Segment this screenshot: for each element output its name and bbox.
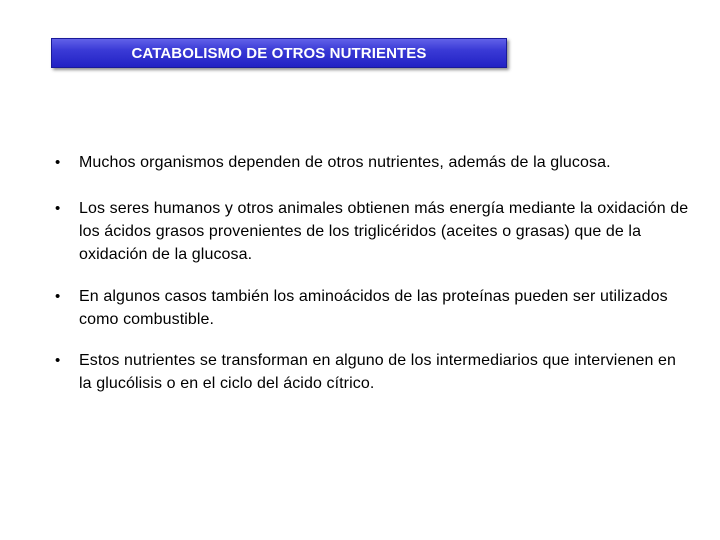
bullet-text: Los seres humanos y otros animales obtienen más energía mediante la oxidación de los ácidos grasos provenientes de los triglicéridos (aceites o grasas) que de la oxidación de la glucosa. [79,200,689,263]
bullet-text: Muchos organismos dependen de otros nutrientes, además de la glucosa. [79,154,611,171]
bullet-marker: • [55,154,61,171]
bullet-text: Estos nutrientes se transforman en alguno de los intermediarios que intervienen en la glucólisis o en el ciclo del ácido cítrico. [79,352,676,392]
bullet-marker: • [55,288,61,305]
bullet-text: En algunos casos también los aminoácidos de las proteínas pueden ser utilizados como combustible. [79,288,668,328]
slide-title-bar [51,38,507,68]
bullet-marker: • [55,352,61,369]
slide-title: CATABOLISMO DE OTROS NUTRIENTES [131,45,427,62]
bullet-marker: • [55,200,61,217]
